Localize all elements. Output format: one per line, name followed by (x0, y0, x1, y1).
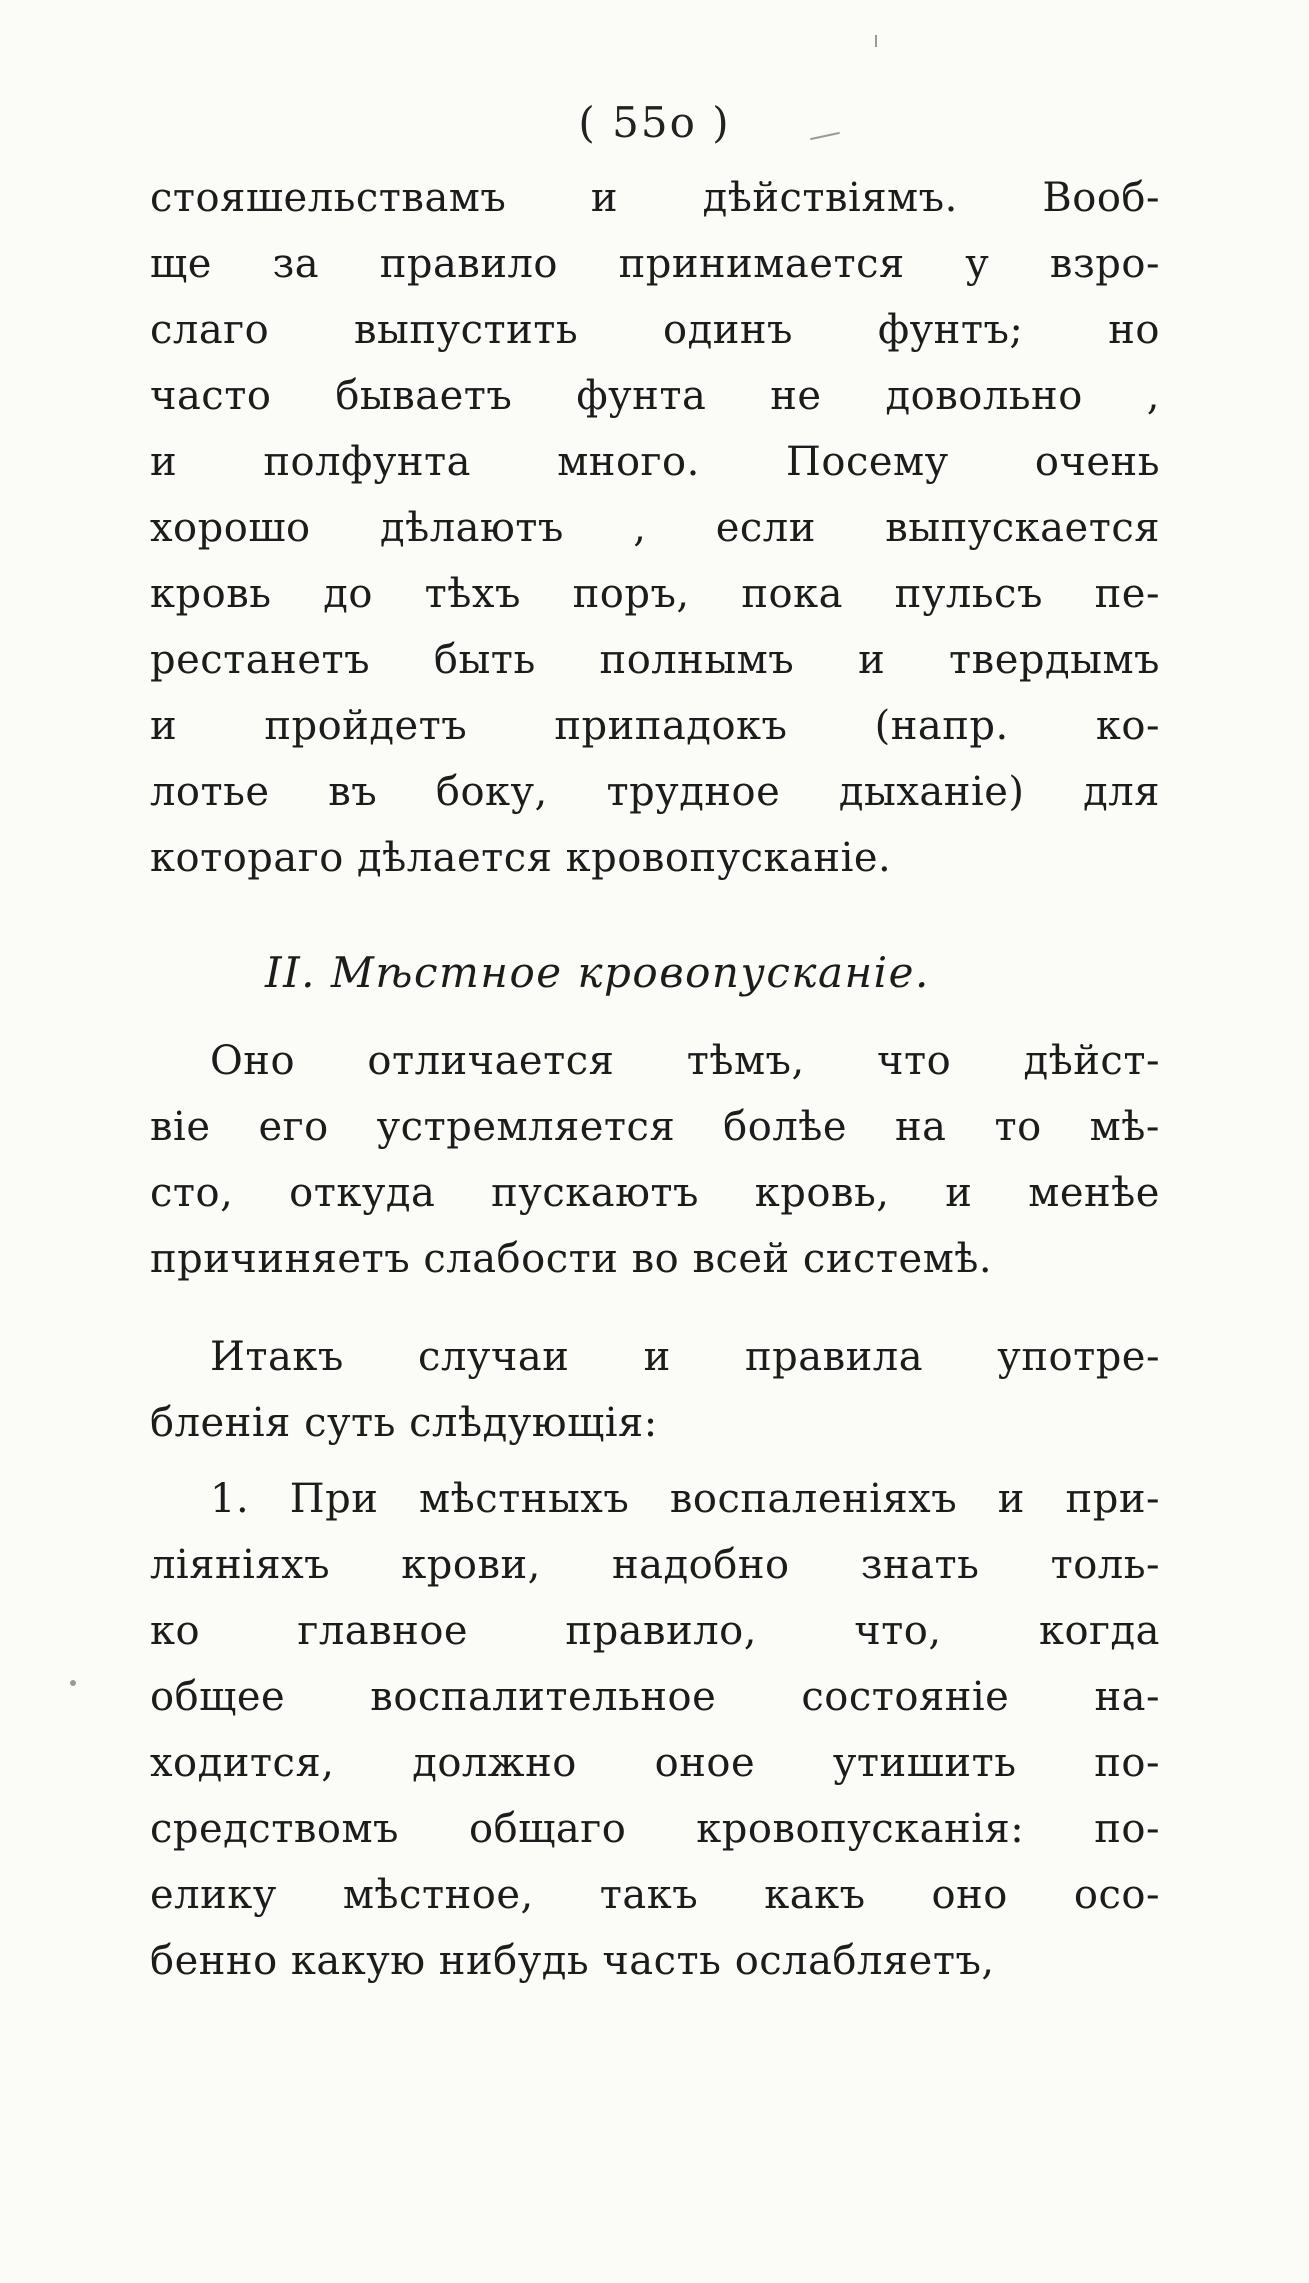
word: и (590, 175, 619, 221)
word: кровопусканія: (696, 1806, 1025, 1852)
word: случаи (418, 1334, 570, 1380)
word: отличается (367, 1038, 615, 1084)
word: нибудь (438, 1938, 603, 1984)
word: слаго (150, 307, 270, 353)
word: довольно (885, 373, 1083, 419)
word: Посему (785, 439, 949, 485)
text-line (150, 1542, 1160, 1608)
word: одинъ (663, 307, 793, 353)
paragraph-3 (150, 1334, 1160, 1466)
word: дѣлаютъ (379, 505, 564, 551)
word: слабости (423, 1236, 632, 1282)
word: бываетъ (335, 373, 513, 419)
word: средствомъ (150, 1806, 400, 1852)
word: толь- (1050, 1542, 1160, 1588)
word: При (289, 1476, 379, 1522)
page-number: ( 55o ) (578, 98, 731, 147)
text-line (150, 1674, 1160, 1740)
word: полфунта (263, 439, 471, 485)
word: ліяніяхъ (150, 1542, 331, 1588)
word: Вооб- (1042, 175, 1160, 221)
print-speck (70, 1680, 76, 1686)
word: должно (412, 1740, 577, 1786)
text-line (150, 439, 1160, 505)
word: надобно (612, 1542, 790, 1588)
word: когда (1038, 1608, 1160, 1654)
word: ко- (1095, 703, 1160, 749)
word: бенно (150, 1938, 291, 1984)
word: котораго (150, 835, 357, 881)
word: твердымъ (949, 637, 1160, 683)
word: рестанетъ (150, 637, 371, 683)
word: за (272, 241, 320, 287)
word: главное (297, 1608, 469, 1654)
word: оное (654, 1740, 756, 1786)
word: фунтъ; (877, 307, 1024, 353)
word: тѣхъ (424, 571, 521, 617)
word: выпускается (885, 505, 1160, 551)
word: пульсъ (894, 571, 1043, 617)
word: быть (433, 637, 536, 683)
word: и (150, 703, 178, 749)
word: для (1083, 769, 1160, 815)
word: какъ (764, 1872, 866, 1918)
word: взро- (1049, 241, 1160, 287)
word: 1. (210, 1476, 250, 1522)
text-line (150, 307, 1160, 373)
word: менѣе (1028, 1170, 1160, 1216)
print-speck (875, 35, 877, 47)
word: тѣмъ, (686, 1038, 805, 1084)
word: дѣлается (357, 835, 566, 881)
word: до (323, 571, 373, 617)
word: трудное (606, 769, 781, 815)
word: болѣе (723, 1104, 848, 1150)
word: полнымъ (599, 637, 795, 683)
word: и (150, 439, 178, 485)
word: ходится, (150, 1740, 335, 1786)
word: Итакъ (210, 1334, 344, 1380)
word: состояніе (801, 1674, 1010, 1720)
word: кровь, (754, 1170, 890, 1216)
word: много. (557, 439, 700, 485)
word: пока (741, 571, 843, 617)
word: во (631, 1236, 693, 1282)
word: что, (854, 1608, 942, 1654)
word: ослабляетъ, (734, 1938, 995, 1984)
word: его (258, 1104, 329, 1150)
paragraph-4 (150, 1476, 1160, 2004)
word: общаго (469, 1806, 627, 1852)
word: очень (1034, 439, 1160, 485)
word: дыханіе) (838, 769, 1025, 815)
word: сто, (150, 1170, 234, 1216)
text-line (150, 1334, 1160, 1400)
word: системѣ. (802, 1236, 993, 1282)
word: причиняетъ (150, 1236, 424, 1282)
word: бленія (150, 1400, 305, 1446)
paragraph-1 (150, 175, 1160, 901)
word: слѣдующія: (409, 1400, 658, 1446)
word: и (945, 1170, 973, 1216)
word: что (877, 1038, 952, 1084)
word: боку, (435, 769, 548, 815)
text-line (150, 703, 1160, 769)
word: мѣстное, (342, 1872, 534, 1918)
word: воспалительное (370, 1674, 717, 1720)
word: и (858, 637, 886, 683)
word: (напр. (874, 703, 1009, 749)
word: знать (860, 1542, 980, 1588)
word: крови, (401, 1542, 541, 1588)
word: поръ, (572, 571, 690, 617)
text-line (150, 835, 1160, 901)
text-line (150, 1806, 1160, 1872)
text-line (150, 175, 1160, 241)
text-line (150, 637, 1160, 703)
word: то (994, 1104, 1042, 1150)
word: стояшельствамъ (150, 175, 507, 221)
word: віе (150, 1104, 211, 1150)
word: такъ (599, 1872, 699, 1918)
word: употре- (997, 1334, 1160, 1380)
word: оно (931, 1872, 1008, 1918)
word: пройдетъ (264, 703, 468, 749)
text-line (150, 1872, 1160, 1938)
text-line (150, 769, 1160, 835)
word: общее (150, 1674, 286, 1720)
word: правило (379, 241, 558, 287)
word: пускаютъ (491, 1170, 699, 1216)
word: мѣстныхъ (419, 1476, 630, 1522)
word: если (715, 505, 816, 551)
word: по- (1094, 1806, 1160, 1852)
word: и (997, 1476, 1025, 1522)
word: , (633, 505, 647, 551)
word: у (965, 241, 990, 287)
word: дѣйст- (1023, 1038, 1160, 1084)
word: утишить (832, 1740, 1017, 1786)
word: дѣйствіямъ. (702, 175, 958, 221)
word: откуда (289, 1170, 436, 1216)
word: правила (745, 1334, 924, 1380)
word: на- (1094, 1674, 1160, 1720)
text-line (150, 571, 1160, 637)
text-line (150, 1236, 1160, 1302)
word: , (1146, 373, 1160, 419)
word: воспаленіяхъ (669, 1476, 958, 1522)
text-line (150, 505, 1160, 571)
word: часто (150, 373, 272, 419)
word: мѣ- (1089, 1104, 1160, 1150)
word: по- (1094, 1740, 1160, 1786)
text-line (150, 1400, 1160, 1466)
word: часть (602, 1938, 735, 1984)
word: осо- (1073, 1872, 1160, 1918)
word: ще (150, 241, 212, 287)
text-line (150, 1476, 1160, 1542)
word: фунта (576, 373, 707, 419)
word: устремляется (376, 1104, 676, 1150)
text-line (150, 1938, 1160, 2004)
word: но (1108, 307, 1160, 353)
word: кровопусканіе. (565, 835, 892, 881)
text-line (150, 1038, 1160, 1104)
text-line (150, 241, 1160, 307)
word: въ (328, 769, 378, 815)
word: не (770, 373, 822, 419)
word: выпустить (354, 307, 579, 353)
word: и (643, 1334, 671, 1380)
word: суть (304, 1400, 410, 1446)
word: принимается (618, 241, 905, 287)
word: при- (1065, 1476, 1160, 1522)
word: кровь (150, 571, 272, 617)
word: припадокъ (554, 703, 788, 749)
word: пе- (1094, 571, 1160, 617)
text-line (150, 373, 1160, 439)
word: на (895, 1104, 947, 1150)
word: какую (290, 1938, 439, 1984)
text-line (150, 1170, 1160, 1236)
text-line (150, 1608, 1160, 1674)
word: Оно (210, 1038, 296, 1084)
word: хорошо (150, 505, 311, 551)
text-line (150, 1104, 1160, 1170)
word: правило, (565, 1608, 757, 1654)
word: всей (692, 1236, 803, 1282)
text-line (150, 1740, 1160, 1806)
word: елику (150, 1872, 277, 1918)
word: лотье (150, 769, 270, 815)
word: ко (150, 1608, 201, 1654)
section-heading: II. Мѣстное кровопусканіе. (265, 948, 930, 997)
paragraph-2 (150, 1038, 1160, 1302)
